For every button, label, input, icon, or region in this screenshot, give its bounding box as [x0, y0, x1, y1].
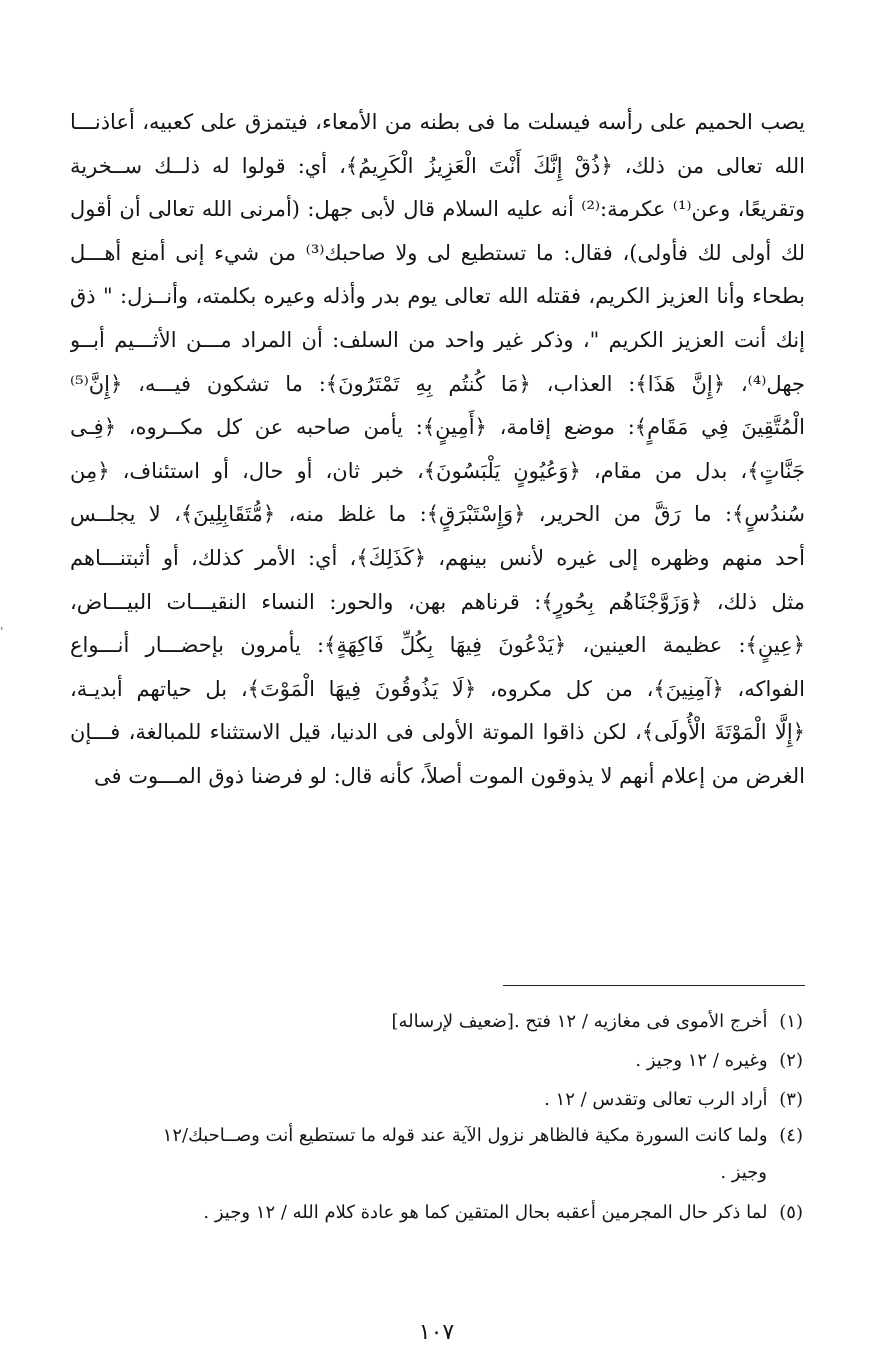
text-line-11: أحد منهم وظهره إلى غيره لأنس بينهم، ﴿كَذَلِكَ﴾، أي: الأمر كذلك، أو أثبتنـــاهم [70, 545, 805, 570]
page-number: ١٠٧ [418, 1320, 455, 1345]
footnote-3 [70, 1080, 805, 1119]
text-line-5: بطحاء وأنا العزيز الكريم، فقتله الله تعالى يوم بدر وأذله وعيره بكلمته، وأنــزل: " ذق [70, 284, 805, 309]
footnote-number: (٤) [779, 1125, 803, 1146]
text-line-6: إنك أنت العزيز الكريم "، وذكر غير واحد من السلف: أن المراد مـــن الأثـــيم أبــو [70, 327, 805, 352]
footnote-number: (١) [779, 1011, 803, 1032]
footnote-text: أخرج الأموى فى مغازيه / ١٢ فتح .[ضعيف لإرساله] [391, 1011, 768, 1032]
text-line-7: جهل⁽⁴⁾، ﴿إِنَّ هَذَا﴾: العذاب، ﴿مَا كُنتُم بِهِ تَمْتَرُونَ﴾: ما تشكون فيـــه، ﴿إِنَّ⁽⁵⁾ [70, 371, 805, 396]
main-text-block [70, 101, 805, 799]
footnotes-list [70, 1002, 805, 1232]
text-line-1: يصب الحميم على رأسه فيسلت ما فى بطنه من الأمعاء، فيتمزق على كعبيه، أعاذنـــا [70, 110, 805, 134]
text-line-3: وتقريعًا، وعن⁽¹⁾ عكرمة:⁽²⁾ أنه عليه السلام قال لأبى جهل: (أمرنى الله تعالى أن أقول [70, 197, 805, 222]
footnote-text: ولما كانت السورة مكية فالظاهر نزول الآية عند قوله ما تستطيع أنت وصــاحبك/١٢ [162, 1125, 768, 1146]
text-line-4: لك أولى لك فأولى)، فقال: ما تستطيع لى ولا صاحبك⁽³⁾ من شيء إنى أمنع أهـــل [70, 240, 805, 265]
text-line-10: سُندُسٍ﴾: ما رَقَّ من الحرير، ﴿وَإِسْتَبْرَقٍ﴾: ما غلظ منه، ﴿مُّتَقَابِلِينَ﴾، لا يجلــس [70, 502, 805, 527]
footnote-2 [70, 1041, 805, 1080]
footnote-5 [70, 1193, 805, 1232]
footnote-number: (٢) [779, 1050, 803, 1071]
text-line-9: جَنَّاتٍ﴾، بدل من مقام، ﴿وَعُيُونٍ يَلْبَسُونَ﴾، خبر ثان، أو حال، أو استئناف، ﴿مِن [70, 458, 805, 483]
footnote-text: لما ذكر حال المجرمين أعقبه بحال المتقين كما هو عادة كلام الله / ١٢ وجيز . [203, 1202, 768, 1223]
text-line-16: الغرض من إعلام أنهم لا يذوقون الموت أصلاً، كأنه قال: لو فرضنا ذوق المـــوت فى [93, 763, 805, 788]
text-line-15: ﴿إِلَّا الْمَوْتَةَ الْأُولَى﴾، لكن ذاقوا الموتة الأولى فى الدنيا، قيل الاستثناء للمبالغة، فـــإن [70, 720, 805, 745]
footnote-continuation: وجيز . [720, 1162, 767, 1183]
footnote-4 [70, 1119, 805, 1193]
text-line-13: ﴿عِينٍ﴾: عظيمة العينين، ﴿يَدْعُونَ فِيهَا بِكُلِّ فَاكِهَةٍ﴾: يأمرون بإحضـــار أنـــواع [70, 633, 805, 658]
footnote-divider [503, 985, 805, 986]
text-line-8: الْمُتَّقِينَ فِي مَقَامٍ﴾: موضع إقامة، ﴿أَمِينٍ﴾: يأمن صاحبه عن كل مكــروه، ﴿فِـى [70, 415, 805, 440]
text-line-14: الفواكه، ﴿آمِنِينَ﴾، من كل مكروه، ﴿لَا يَذُوقُونَ فِيهَا الْمَوْتَ﴾، بل حياتهم أبديـة، [70, 676, 805, 701]
footnote-1 [70, 1002, 805, 1041]
footnote-number: (٥) [779, 1202, 803, 1223]
text-line-2: الله تعالى من ذلك، ﴿ذُقْ إِنَّكَ أَنْتَ الْعَزِيزُ الْكَرِيمُ﴾، أي: قولوا له ذلــك ســخرية [70, 153, 805, 178]
text-line-12: مثل ذلك، ﴿وَزَوَّجْنَاهُم بِحُورٍ﴾: قرناهم بهن، والحور: النساء النقيـــات البيـــاض، [70, 589, 805, 614]
footnote-text: وغيره / ١٢ وجيز . [635, 1050, 768, 1071]
footnote-number: (٣) [779, 1089, 803, 1110]
footnote-text: أراد الرب تعالى وتقدس / ١٢ . [544, 1089, 768, 1110]
margin-mark: ˈ [0, 626, 4, 641]
